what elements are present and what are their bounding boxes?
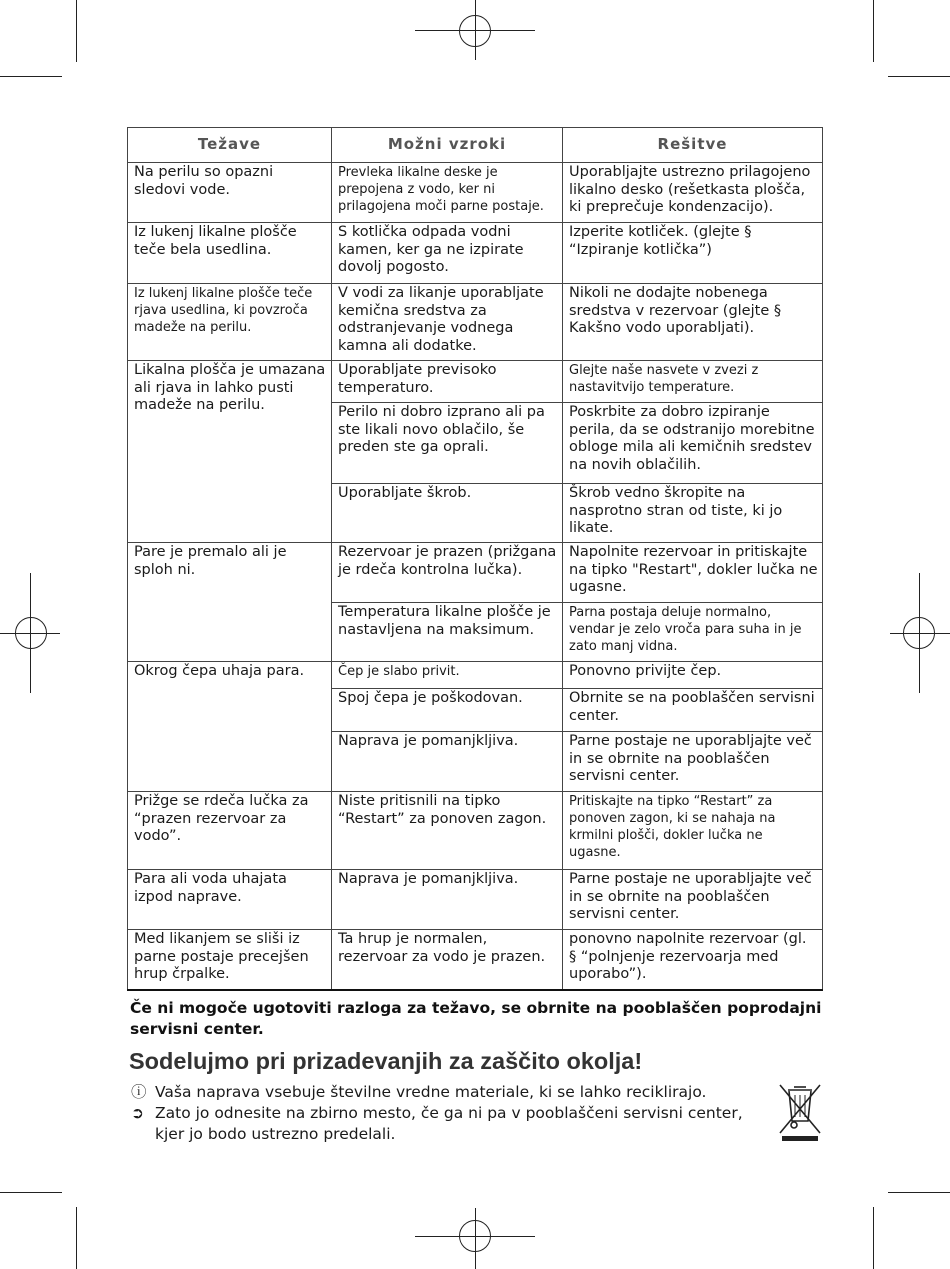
list-item xyxy=(131,1103,751,1145)
cause-cell: Niste pritisnili na tipko “Restart” za ponoven zagon. xyxy=(332,792,563,870)
table-row xyxy=(128,930,823,990)
cause-cell: Ta hrup je normalen, rezervoar za vodo je prazen. xyxy=(332,930,563,990)
crossed-out-wheelie-bin-icon xyxy=(776,1081,824,1143)
table-row xyxy=(128,543,823,603)
problem-cell: Likalna plošča je umazana ali rjava in lahko pusti madeže na perilu. xyxy=(128,361,332,543)
table-row xyxy=(128,223,823,284)
cause-cell: Naprava je pomanjkljiva. xyxy=(332,870,563,930)
cause-cell: Rezervoar je prazen (prižgana je rdeča kontrolna lučka). xyxy=(332,543,563,603)
table-row xyxy=(128,284,823,361)
table-row xyxy=(128,361,823,403)
solution-cell: Ponovno privijte čep. xyxy=(563,662,823,689)
solution-cell: Škrob vedno škropite na nasprotno stran od tiste, ki jo likate. xyxy=(563,484,823,543)
cause-cell: V vodi za likanje uporabljate kemična sredstva za odstranjevanje vodnega kamna ali dodatke. xyxy=(332,284,563,361)
solution-cell: Poskrbite za dobro izpiranje perila, da se odstranijo morebitne obloge mila ali kemičnih sredstev na novih oblačilih. xyxy=(563,403,823,484)
column-header-problems: Težave xyxy=(128,128,332,163)
crop-mark xyxy=(76,0,77,62)
cause-cell: Uporabljate previsoko temperaturo. xyxy=(332,361,563,403)
troubleshooting-table xyxy=(127,127,823,991)
info-icon: ⓘ xyxy=(131,1083,147,1101)
table-row xyxy=(128,163,823,223)
crop-mark xyxy=(888,1192,950,1193)
solution-cell: Uporabljajte ustrezno prilagojeno likalno desko (rešetkasta plošča, ki preprečuje kondenzacijo). xyxy=(563,163,823,223)
solution-cell: Parne postaje ne uporabljajte več in se obrnite na pooblaščen servisni center. xyxy=(563,732,823,792)
table-header-row xyxy=(128,128,823,163)
environment-list xyxy=(131,1082,751,1145)
table-row xyxy=(128,662,823,689)
problem-cell: Pare je premalo ali je sploh ni. xyxy=(128,543,332,662)
crop-mark xyxy=(873,1207,874,1269)
list-item-text: Vaša naprava vsebuje številne vredne materiale, ki se lahko reciklirajo. xyxy=(155,1083,707,1101)
crop-mark xyxy=(873,0,874,62)
crop-mark xyxy=(0,1192,62,1193)
cause-cell: Čep je slabo privit. xyxy=(332,662,563,689)
crop-mark xyxy=(0,76,62,77)
column-header-causes: Možni vzroki xyxy=(332,128,563,163)
problem-cell: Prižge se rdeča lučka za “prazen rezervoar za vodo”. xyxy=(128,792,332,870)
cause-cell: Temperatura likalne plošče je nastavljena na maksimum. xyxy=(332,603,563,662)
solution-cell: Nikoli ne dodajte nobenega sredstva v rezervoar (glejte § Kakšno vodo uporabljati). xyxy=(563,284,823,361)
solution-cell: Pritiskajte na tipko “Restart” za ponoven zagon, ki se nahaja na krmilni plošči, dokler lučka ne ugasne. xyxy=(563,792,823,870)
cause-cell: Uporabljate škrob. xyxy=(332,484,563,543)
table-row xyxy=(128,870,823,930)
problem-cell: Iz lukenj likalne plošče teče bela usedlina. xyxy=(128,223,332,284)
solution-cell: Glejte naše nasvete v zvezi z nastavitvijo temperature. xyxy=(563,361,823,403)
solution-cell: Parne postaje ne uporabljajte več in se obrnite na pooblaščen servisni center. xyxy=(563,870,823,930)
service-center-note: Če ni mogoče ugotoviti razloga za težavo, se obrnite na pooblaščen poprodajni servisni center. xyxy=(130,999,822,1038)
solution-cell: Parna postaja deluje normalno, vendar je zelo vroča para suha in je zato manj vidna. xyxy=(563,603,823,662)
solution-cell: ponovno napolnite rezervoar (gl. § “polnjenje rezervoarja med uporabo”). xyxy=(563,930,823,990)
problem-cell: Iz lukenj likalne plošče teče rjava usedlina, ki povzroča madeže na perilu. xyxy=(128,284,332,361)
cause-cell: Naprava je pomanjkljiva. xyxy=(332,732,563,792)
crop-mark xyxy=(76,1207,77,1269)
crop-mark xyxy=(888,76,950,77)
cause-cell: Spoj čepa je poškodovan. xyxy=(332,689,563,732)
solution-cell: Obrnite se na pooblaščen servisni center. xyxy=(563,689,823,732)
list-item-text: Zato jo odnesite na zbirno mesto, če ga ni pa v pooblaščeni servisni center, kjer jo bodo ustrezno predelali. xyxy=(155,1104,743,1143)
problem-cell: Na perilu so opazni sledovi vode. xyxy=(128,163,332,223)
list-item xyxy=(131,1082,751,1103)
table-row xyxy=(128,792,823,870)
problem-cell: Okrog čepa uhaja para. xyxy=(128,662,332,792)
arrow-icon: ➲ xyxy=(131,1104,144,1122)
column-header-solutions: Rešitve xyxy=(563,128,823,163)
environment-heading: Sodelujmo pri prizadevanjih za zaščito okolja! xyxy=(129,1048,643,1074)
problem-cell: Med likanjem se sliši iz parne postaje precejšen hrup črpalke. xyxy=(128,930,332,990)
cause-cell: Prevleka likalne deske je prepojena z vodo, ker ni prilagojena moči parne postaje. xyxy=(332,163,563,223)
solution-cell: Izperite kotliček. (glejte § “Izpiranje kotlička”) xyxy=(563,223,823,284)
problem-cell: Para ali voda uhajata izpod naprave. xyxy=(128,870,332,930)
cause-cell: S kotlička odpada vodni kamen, ker ga ne izpirate dovolj pogosto. xyxy=(332,223,563,284)
solution-cell: Napolnite rezervoar in pritiskajte na tipko "Restart", dokler lučka ne ugasne. xyxy=(563,543,823,603)
cause-cell: Perilo ni dobro izprano ali pa ste likali novo oblačilo, še preden ste ga oprali. xyxy=(332,403,563,484)
